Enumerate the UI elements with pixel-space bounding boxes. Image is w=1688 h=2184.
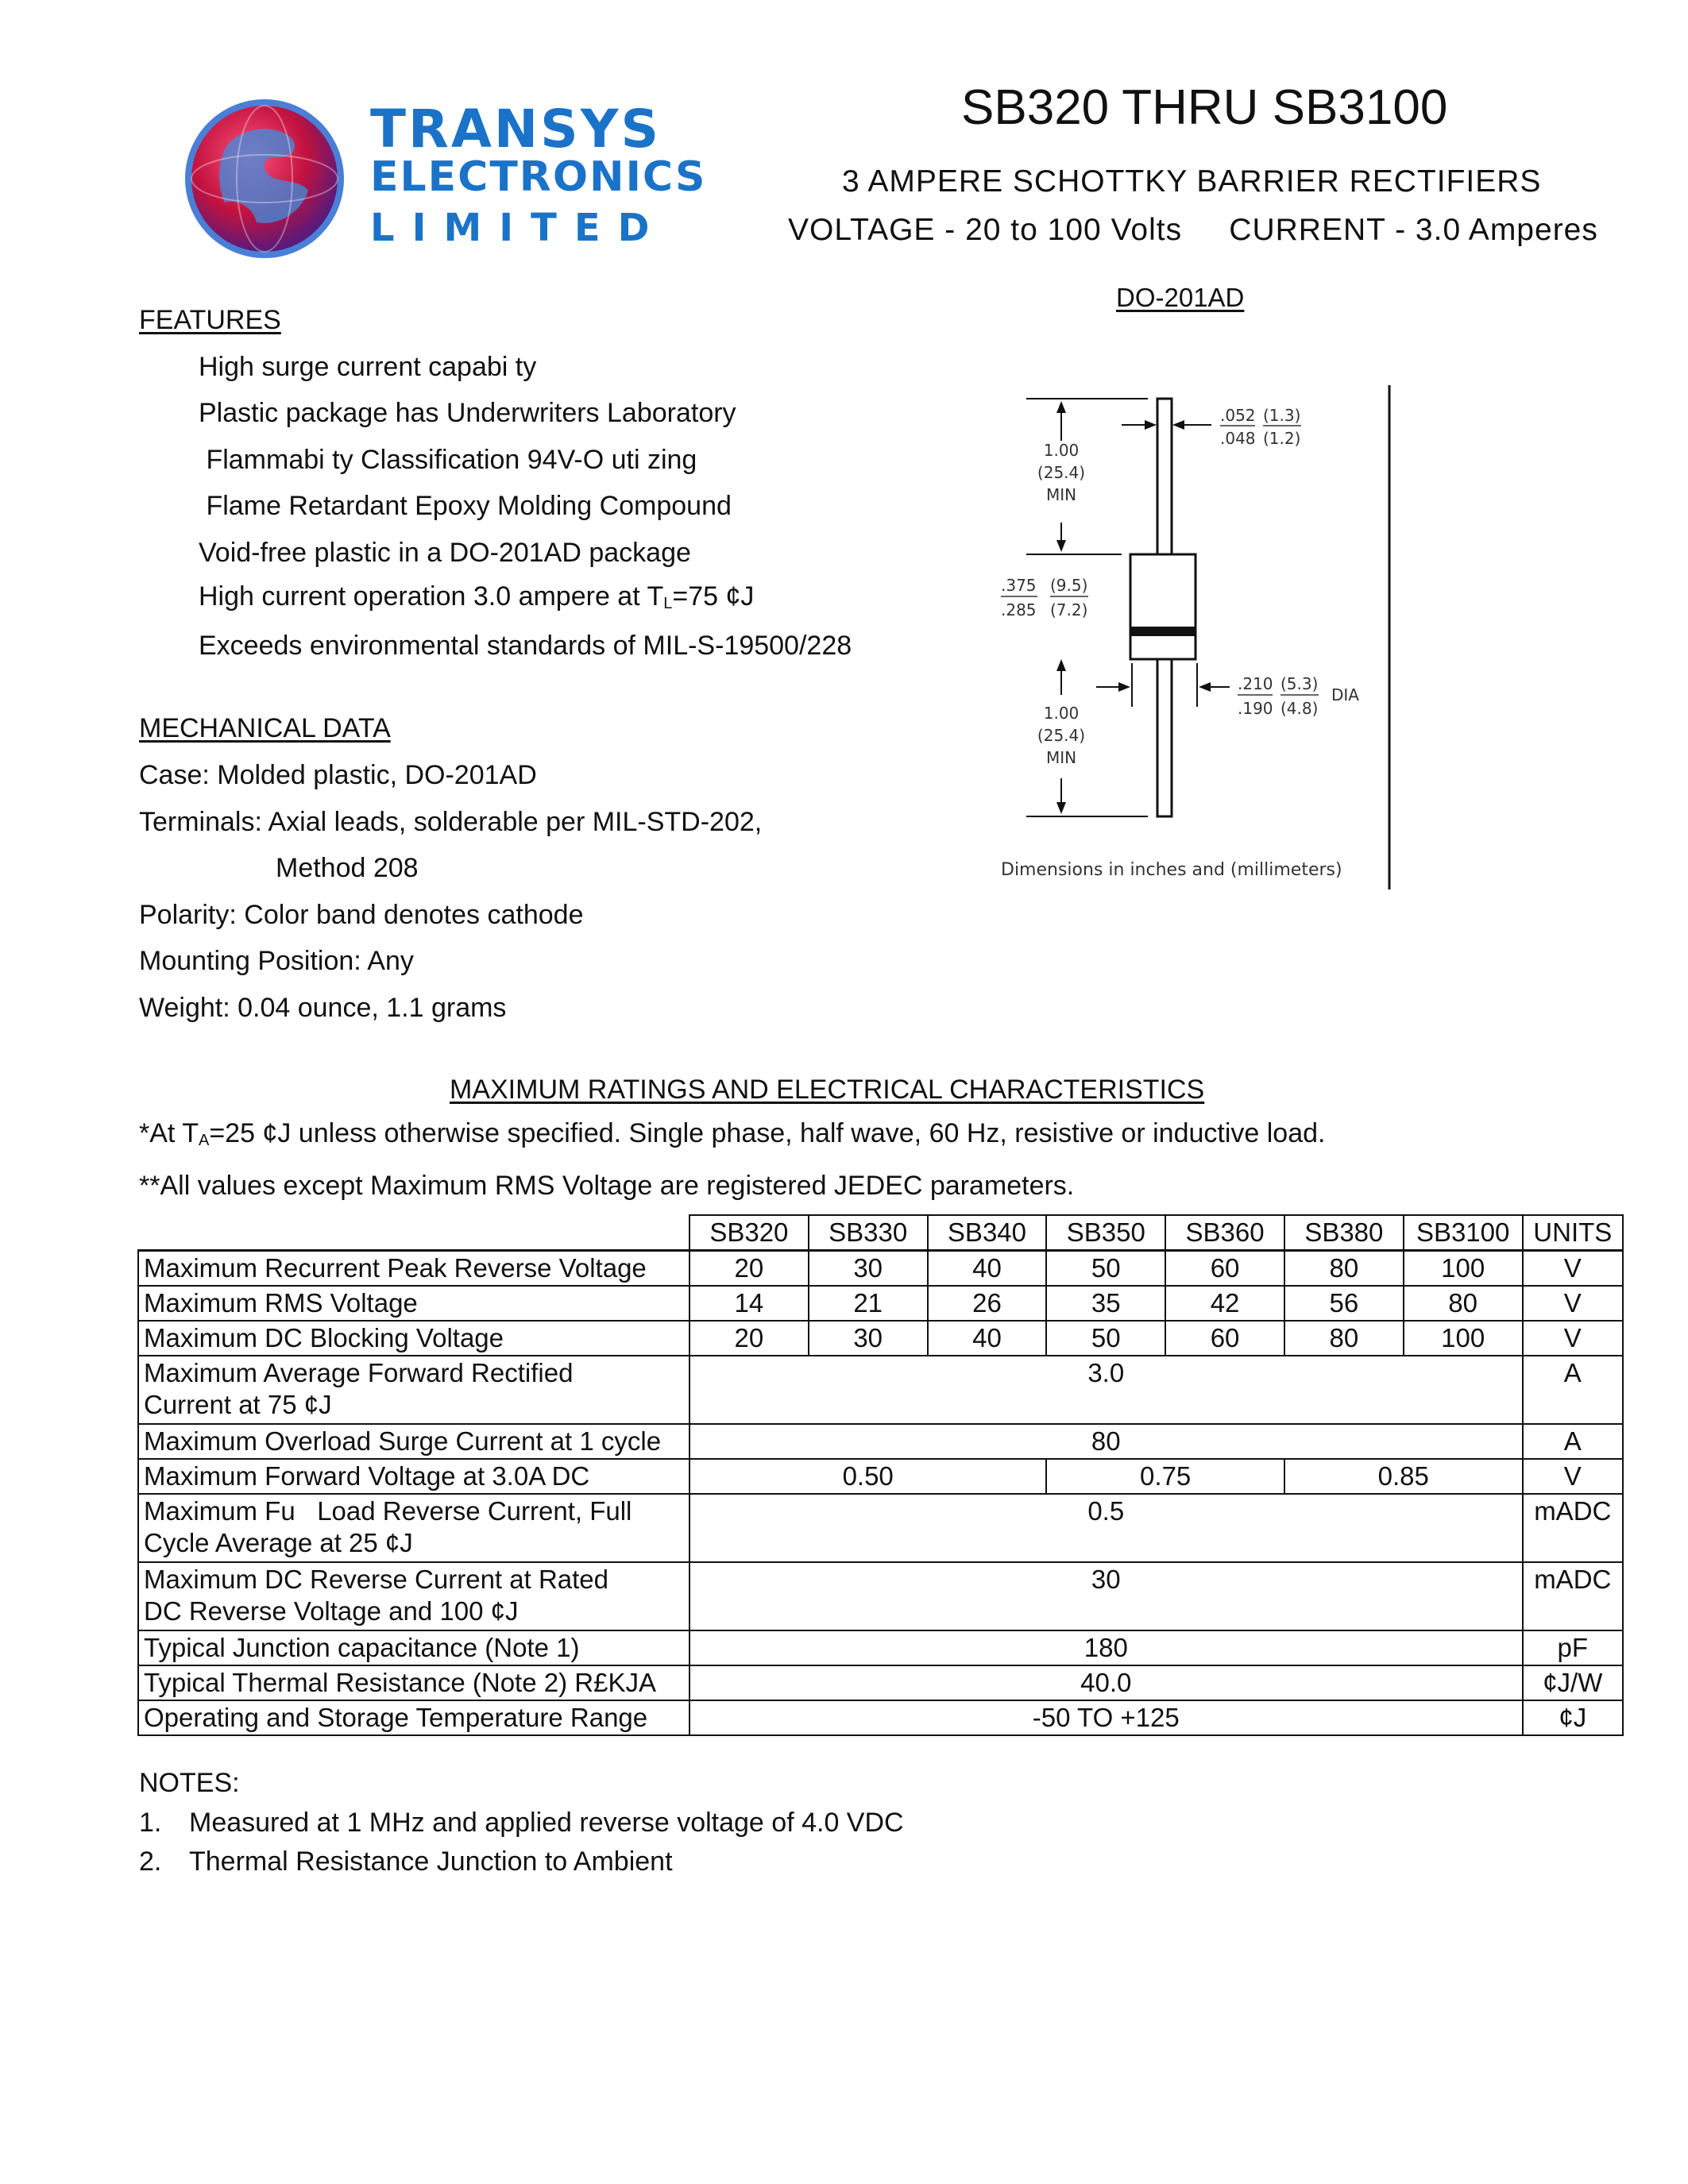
note-text: Thermal Resistance Junction to Ambient — [189, 1846, 673, 1877]
lead-dia-max-in: .052 — [1220, 406, 1256, 425]
feature-item: Exceeds environmental standards of MIL-S-19500/228 — [199, 631, 852, 661]
table-cell: 50 — [1046, 1251, 1165, 1287]
logo-line-electronics: ELECTRONICS — [370, 153, 707, 201]
ratings-note-prefix: *At T — [139, 1118, 199, 1148]
row-label — [138, 1356, 689, 1424]
row-label: Operating and Storage Temperature Range — [138, 1700, 689, 1735]
table-cell: 40.0 — [689, 1665, 1523, 1700]
notes-heading: NOTES: — [139, 1768, 240, 1798]
table-cell: 40 — [928, 1321, 1047, 1356]
dimensions-caption: Dimensions in inches and (millimeters) — [1001, 860, 1342, 880]
package-outline-diagram — [985, 381, 1414, 897]
globe-logo-icon — [181, 95, 348, 262]
table-cell: 60 — [1165, 1251, 1284, 1287]
row-label: Maximum Recurrent Peak Reverse Voltage — [138, 1251, 689, 1287]
row-label-line: Maximum Average Forward Rectified — [144, 1358, 574, 1387]
table-row — [138, 1321, 1623, 1356]
features-heading: FEATURES — [139, 305, 281, 335]
feature-item-current-rating — [199, 583, 754, 612]
table-cell: 35 — [1046, 1286, 1165, 1321]
logo-line-limited: LIMITED — [370, 206, 667, 250]
bottom-lead-length-in: 1.00 — [1043, 704, 1080, 723]
table-row — [138, 1494, 1623, 1562]
ratings-note-suffix: =25 ¢J unless otherwise specified. Single phase, half wave, 60 Hz, resistive or inductive load. — [209, 1118, 1326, 1148]
table-cell: 30 — [809, 1251, 928, 1287]
lead-dia-min-in: .048 — [1220, 429, 1256, 448]
row-label: Maximum Overload Surge Current at 1 cycle — [138, 1424, 689, 1459]
mechanical-item: Case: Molded plastic, DO-201AD — [139, 760, 537, 790]
body-len-min-in: .285 — [1001, 600, 1037, 619]
top-lead-min: MIN — [1045, 485, 1077, 504]
table-cell: 80 — [1284, 1321, 1404, 1356]
column-header: SB320 — [689, 1215, 809, 1251]
table-row — [138, 1630, 1623, 1665]
row-label: Maximum RMS Voltage — [138, 1286, 689, 1321]
unit-cell: ¢J — [1523, 1700, 1623, 1735]
lead-dia-max-mm: (1.3) — [1263, 406, 1301, 425]
ratings-conditions-note — [139, 1120, 1325, 1148]
row-label: Typical Thermal Resistance (Note 2) R£KJA — [138, 1665, 689, 1700]
note-number: 1. — [139, 1808, 162, 1838]
unit-cell: V — [1523, 1321, 1623, 1356]
table-row — [138, 1700, 1623, 1735]
feature-item: Flammabi ty Classification 94V-O uti zing — [199, 445, 697, 475]
table-cell: 26 — [928, 1286, 1047, 1321]
table-cell: 30 — [689, 1562, 1523, 1630]
table-cell: 21 — [809, 1286, 928, 1321]
table-cell: 56 — [1284, 1286, 1404, 1321]
feature-item: High surge current capabi ty — [199, 352, 537, 382]
feature-item: Plastic package has Underwriters Laboratory — [199, 398, 736, 428]
bottom-lead-length-mm: (25.4) — [1037, 726, 1086, 745]
table-cell: -50 TO +125 — [689, 1700, 1523, 1735]
row-label — [138, 1562, 689, 1630]
mechanical-item: Terminals: Axial leads, solderable per MIL-STD-202, — [139, 807, 763, 837]
feature-current-prefix: High current operation 3.0 ampere at T — [199, 581, 664, 612]
table-row — [138, 1424, 1623, 1459]
package-label: DO-201AD — [1116, 283, 1245, 312]
unit-cell: ¢J/W — [1523, 1665, 1623, 1700]
feature-item: Void-free plastic in a DO-201AD package — [199, 538, 691, 568]
table-row — [138, 1665, 1623, 1700]
unit-cell: V — [1523, 1459, 1623, 1494]
table-cell: 180 — [689, 1630, 1523, 1665]
body-dia-min-mm: (4.8) — [1280, 699, 1319, 718]
row-label-line: DC Reverse Voltage and 100 ¢J — [144, 1596, 519, 1626]
ratings-table — [137, 1214, 1624, 1736]
feature-current-sub: L — [663, 595, 673, 612]
unit-cell: V — [1523, 1251, 1623, 1287]
table-cell: 20 — [689, 1321, 809, 1356]
table-row — [138, 1251, 1623, 1287]
unit-cell: A — [1523, 1424, 1623, 1459]
header-blank-cell — [138, 1215, 689, 1251]
table-row — [138, 1356, 1623, 1424]
table-cell: 14 — [689, 1286, 809, 1321]
lead-dia-min-mm: (1.2) — [1263, 429, 1301, 448]
column-header: SB350 — [1046, 1215, 1165, 1251]
row-label: Maximum Forward Voltage at 3.0A DC — [138, 1459, 689, 1494]
column-header-units: UNITS — [1523, 1215, 1623, 1251]
body-len-max-in: .375 — [1001, 576, 1037, 595]
table-cell: 42 — [1165, 1286, 1284, 1321]
table-cell: 80 — [1404, 1286, 1523, 1321]
table-cell: 80 — [689, 1424, 1523, 1459]
body-dia-label: DIA — [1331, 685, 1359, 704]
unit-cell: V — [1523, 1286, 1623, 1321]
unit-cell: mADC — [1523, 1494, 1623, 1562]
jedec-note: **All values except Maximum RMS Voltage are registered JEDEC parameters. — [139, 1171, 1075, 1201]
column-header: SB340 — [928, 1215, 1047, 1251]
table-cell: 0.5 — [689, 1494, 1523, 1562]
column-header: SB360 — [1165, 1215, 1284, 1251]
table-cell: 80 — [1284, 1251, 1404, 1287]
body-dia-max-in: .210 — [1238, 674, 1273, 693]
mechanical-item: Method 208 — [276, 853, 419, 883]
table-row — [138, 1459, 1623, 1494]
ratings-heading: MAXIMUM RATINGS AND ELECTRICAL CHARACTERISTICS — [450, 1075, 1205, 1105]
page-title: SB320 THRU SB3100 — [961, 80, 1448, 135]
table-row — [138, 1286, 1623, 1321]
table-cell: 100 — [1404, 1251, 1523, 1287]
row-label-line: Maximum DC Reverse Current at Rated — [144, 1565, 609, 1594]
column-header: SB330 — [809, 1215, 928, 1251]
voltage-current-line: VOLTAGE - 20 to 100 Volts CURRENT - 3.0 Amperes — [788, 213, 1598, 247]
body-len-min-mm: (7.2) — [1050, 600, 1088, 619]
body-dia-min-in: .190 — [1238, 699, 1273, 718]
feature-current-suffix: =75 ¢J — [672, 581, 755, 612]
logo-line-transys: TRANSYS — [370, 98, 662, 160]
mechanical-heading: MECHANICAL DATA — [139, 713, 391, 743]
table-cell: 100 — [1404, 1321, 1523, 1356]
top-lead-length-in: 1.00 — [1043, 441, 1080, 460]
ratings-note-sub: A — [198, 1132, 210, 1149]
mechanical-item: Mounting Position: Any — [139, 946, 414, 976]
mechanical-item: Weight: 0.04 ounce, 1.1 grams — [139, 993, 507, 1023]
table-cell: 0.85 — [1284, 1459, 1523, 1494]
table-cell: 0.75 — [1046, 1459, 1284, 1494]
table-cell: 40 — [928, 1251, 1047, 1287]
unit-cell: mADC — [1523, 1562, 1623, 1630]
page-subtitle: 3 AMPERE SCHOTTKY BARRIER RECTIFIERS — [842, 164, 1542, 199]
row-label: Typical Junction capacitance (Note 1) — [138, 1630, 689, 1665]
column-header: SB3100 — [1404, 1215, 1523, 1251]
table-header-row — [138, 1215, 1623, 1251]
mechanical-item: Polarity: Color band denotes cathode — [139, 900, 584, 930]
unit-cell: pF — [1523, 1630, 1623, 1665]
table-cell: 3.0 — [689, 1356, 1523, 1424]
unit-cell: A — [1523, 1356, 1623, 1424]
body-len-max-mm: (9.5) — [1050, 576, 1088, 595]
row-label-line: Maximum Fu Load Reverse Current, Full — [144, 1496, 632, 1526]
table-row — [138, 1562, 1623, 1630]
row-label-line: Current at 75 ¢J — [144, 1390, 332, 1419]
row-label-line: Cycle Average at 25 ¢J — [144, 1528, 413, 1557]
note-number: 2. — [139, 1846, 162, 1877]
table-cell: 30 — [809, 1321, 928, 1356]
column-header: SB380 — [1284, 1215, 1404, 1251]
table-cell: 60 — [1165, 1321, 1284, 1356]
row-label — [138, 1494, 689, 1562]
top-lead-length-mm: (25.4) — [1037, 463, 1086, 482]
table-cell: 0.50 — [689, 1459, 1046, 1494]
row-label: Maximum DC Blocking Voltage — [138, 1321, 689, 1356]
company-logo — [181, 95, 707, 266]
feature-item: Flame Retardant Epoxy Molding Compound — [199, 491, 732, 521]
body-dia-max-mm: (5.3) — [1280, 674, 1319, 693]
table-cell: 50 — [1046, 1321, 1165, 1356]
note-text: Measured at 1 MHz and applied reverse voltage of 4.0 VDC — [189, 1808, 904, 1838]
table-cell: 20 — [689, 1251, 809, 1287]
bottom-lead-min: MIN — [1045, 748, 1077, 767]
